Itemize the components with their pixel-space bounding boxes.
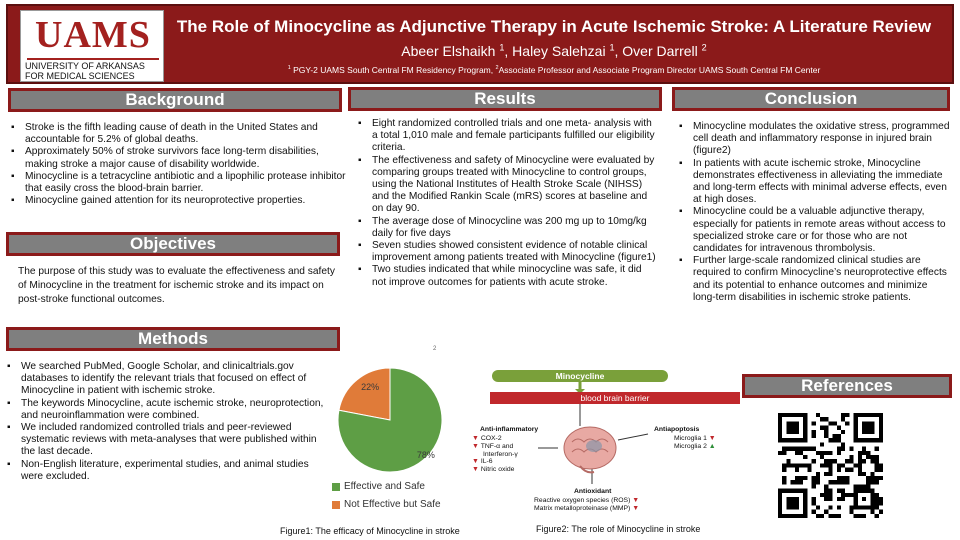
legend-swatch bbox=[332, 483, 340, 491]
arrow-down-icon: ▼ bbox=[472, 442, 479, 450]
objectives-heading: Objectives bbox=[6, 232, 340, 256]
connector-line bbox=[618, 434, 648, 440]
arrow-down-icon: ▼ bbox=[472, 458, 479, 466]
list-item: ▪ Approximately 50% of stroke survivors face long-term disabilities, making stroke a major cause of disability worldwide. bbox=[10, 146, 346, 170]
arrow-down-icon: ▼ bbox=[472, 435, 479, 442]
anti-inflammatory-title: Anti-inflammatory bbox=[480, 426, 539, 433]
brain-illustration bbox=[564, 427, 616, 472]
item-label: Microglia 1 bbox=[674, 435, 707, 442]
arrow-up-icon: ▲ bbox=[708, 442, 716, 450]
list-item: ▪ We searched PubMed, Google Scholar, and clinicaltrials.gov databases to identify the relevant trials that focused on effect of Minocycline in patient with ischemic stroke. bbox=[6, 361, 330, 398]
authors-line: Abeer Elshaikh $^1$, Haley Salehzai $^1$, Over Darrell $^2$ bbox=[401, 42, 707, 59]
item-label: Matrix metalloproteinase (MMP) bbox=[534, 504, 631, 512]
results-list bbox=[357, 118, 657, 289]
list-item bbox=[472, 458, 518, 466]
background-heading: Background bbox=[8, 88, 342, 112]
item-label: Interferon-γ bbox=[483, 450, 518, 458]
list-item bbox=[534, 497, 639, 505]
item-label: Reactive oxygen species (ROS) bbox=[534, 497, 631, 504]
pie-label-0: 78% bbox=[416, 450, 435, 461]
list-item bbox=[674, 443, 716, 451]
legend-label: Effective and Safe bbox=[344, 481, 425, 492]
poster-title: The Role of Minocycline as Adjunctive Therapy in Acute Ischemic Stroke: A Literature Review bbox=[176, 17, 932, 36]
affiliation-text: Associate Professor and Associate Program Director UAMS South Central FM Center bbox=[498, 65, 821, 75]
affiliation-marker: 2 bbox=[495, 65, 499, 72]
list-item: ▪ Minocycline gained attention for its neuroprotective properties. bbox=[10, 195, 346, 207]
figure1-caption: Figure1: The efficacy of Minocycline in stroke bbox=[280, 526, 460, 536]
author-affiliation: 1 bbox=[499, 42, 505, 53]
list-item: ▪ The keywords Minocycline, acute ischemic stroke, neuroprotection, and neuroinflammation were combined. bbox=[6, 398, 330, 422]
arrow-down-icon: ▼ bbox=[472, 466, 479, 474]
affiliation-marker: 1 bbox=[287, 65, 291, 72]
list-item: ▪ We included randomized controlled trials and peer-reviewed systematic reviews with meta-analyses that were published within the last decade. bbox=[6, 422, 330, 459]
author-affiliation: 2 bbox=[701, 42, 707, 53]
item-label: Microglia 2 bbox=[674, 442, 707, 450]
mechanism-diagram bbox=[468, 368, 740, 518]
list-item bbox=[472, 435, 518, 443]
author-name: Over Darrell bbox=[622, 43, 698, 59]
objectives-text: The purpose of this study was to evaluate the effectiveness and safety of Minocycline in the treatment for ischemic stroke and its impact on post-stroke functional outcomes. bbox=[18, 266, 335, 305]
pie-svg bbox=[330, 360, 450, 480]
legend-label: Not Effective but Safe bbox=[344, 499, 441, 510]
arrow-down-icon: ▼ bbox=[632, 504, 640, 512]
poster-header bbox=[6, 4, 954, 84]
list-item: ▪ Two studies indicated that while minocycline was safe, it did not improve outcomes for patients with acute stroke. bbox=[357, 264, 657, 288]
logo-subtitle-2: FOR MEDICAL SCIENCES bbox=[25, 71, 135, 81]
figure2-caption: Figure2: The role of Minocycline in stroke bbox=[536, 524, 701, 534]
list-item: ▪ Further large-scale randomized clinical studies are required to confirm Minocycline’s neuroprotective effects and its potential to enhance outcomes and minimize long-term disabilities in ischemic stroke patients. bbox=[678, 255, 950, 304]
chart-legend bbox=[332, 478, 441, 514]
list-item: ▪ Minocycline is a tetracycline antibiotic and a lipophilic protease inhibitor that easily cross the blood-brain barrier. bbox=[10, 171, 346, 195]
list-item bbox=[472, 466, 518, 474]
methods-heading: Methods bbox=[6, 327, 340, 351]
legend-item-not-effective bbox=[332, 496, 441, 514]
item-label: TNF-α and bbox=[480, 442, 514, 450]
references-qr-code[interactable] bbox=[778, 413, 883, 518]
item-label: Nitric oxide bbox=[480, 466, 515, 474]
anti-inflammatory-list bbox=[472, 435, 518, 474]
affiliation-text: PGY-2 UAMS South Central FM Residency Program, bbox=[290, 65, 496, 75]
conclusion-list bbox=[678, 121, 950, 304]
affiliations-line bbox=[164, 64, 944, 76]
blood-brain-barrier-bar: blood brain barrier bbox=[490, 392, 740, 404]
antiapoptosis-title: Antiapoptosis bbox=[654, 426, 700, 433]
item-label: IL-6 bbox=[480, 458, 493, 466]
arrow-down-icon: ▼ bbox=[708, 435, 716, 442]
logo-subtitle-1: UNIVERSITY OF ARKANSAS bbox=[25, 61, 145, 71]
arrow-down-icon: ▼ bbox=[632, 497, 640, 504]
list-item: ▪ Seven studies showed consistent evidence of notable clinical improvement among patients treated with Minocycline (figure1) bbox=[357, 240, 657, 264]
background-list bbox=[10, 122, 346, 207]
antioxidant-list bbox=[534, 497, 639, 513]
minocycline-bar: Minocycline bbox=[492, 370, 668, 382]
item-label: COX-2 bbox=[480, 435, 502, 442]
list-item: ▪ Eight randomized controlled trials and one meta- analysis with a total 1,010 male and female participants fulfilled our eligibility criteria. bbox=[357, 118, 657, 155]
author-affiliation: 1 bbox=[609, 42, 615, 53]
results-heading: Results bbox=[348, 87, 662, 111]
chart-marker: 2 bbox=[433, 346, 437, 352]
author-name: Haley Salehzai bbox=[512, 43, 606, 59]
list-item bbox=[472, 451, 518, 459]
author-name: Abeer Elshaikh bbox=[401, 43, 496, 59]
list-item: ▪ In patients with acute ischemic stroke, Minocycline demonstrates effectiveness in alleviating the immediate and long-term effects with minimal adverse effects, even at high doses. bbox=[678, 158, 950, 207]
legend-swatch bbox=[332, 501, 340, 509]
logo-divider bbox=[27, 58, 159, 60]
list-item bbox=[472, 443, 518, 451]
logo-wordmark: UAMS bbox=[35, 14, 151, 56]
uams-logo bbox=[20, 10, 164, 82]
list-item bbox=[534, 505, 639, 513]
pie-label-1: 22% bbox=[361, 381, 380, 392]
pie-chart bbox=[330, 360, 450, 480]
conclusion-heading: Conclusion bbox=[672, 87, 950, 111]
antiapoptosis-list bbox=[674, 435, 716, 451]
list-item: ▪ Minocycline modulates the oxidative stress, programmed cell death and inflammatory response in injured brain (figure2) bbox=[678, 121, 950, 158]
references-heading: References bbox=[742, 374, 952, 398]
list-item: ▪ Minocycline could be a valuable adjunctive therapy, especially for patients in remote areas without access to specialized stroke care or for those who are not candidates for intravenous thrombolysis. bbox=[678, 206, 950, 255]
list-item: ▪ Stroke is the fifth leading cause of death in the United States and accountable for 5.2% of global deaths. bbox=[10, 122, 346, 146]
antioxidant-title: Antioxidant bbox=[574, 488, 612, 495]
list-item: ▪ Non-English literature, experimental studies, and animal studies were excluded. bbox=[6, 459, 330, 483]
methods-list bbox=[6, 361, 330, 483]
list-item: ▪ The average dose of Minocycline was 200 mg up to 10mg/kg daily for five days bbox=[357, 216, 657, 240]
legend-item-effective bbox=[332, 478, 441, 496]
list-item: ▪ The effectiveness and safety of Minocycline were evaluated by comparing groups treated with Minocycline to control groups, using the National Institutes of Health Stroke Scale (NIHSS) and the Modified Rankin Scale (mRS) scores at baseline and on day 90. bbox=[357, 155, 657, 216]
list-item bbox=[674, 435, 716, 443]
